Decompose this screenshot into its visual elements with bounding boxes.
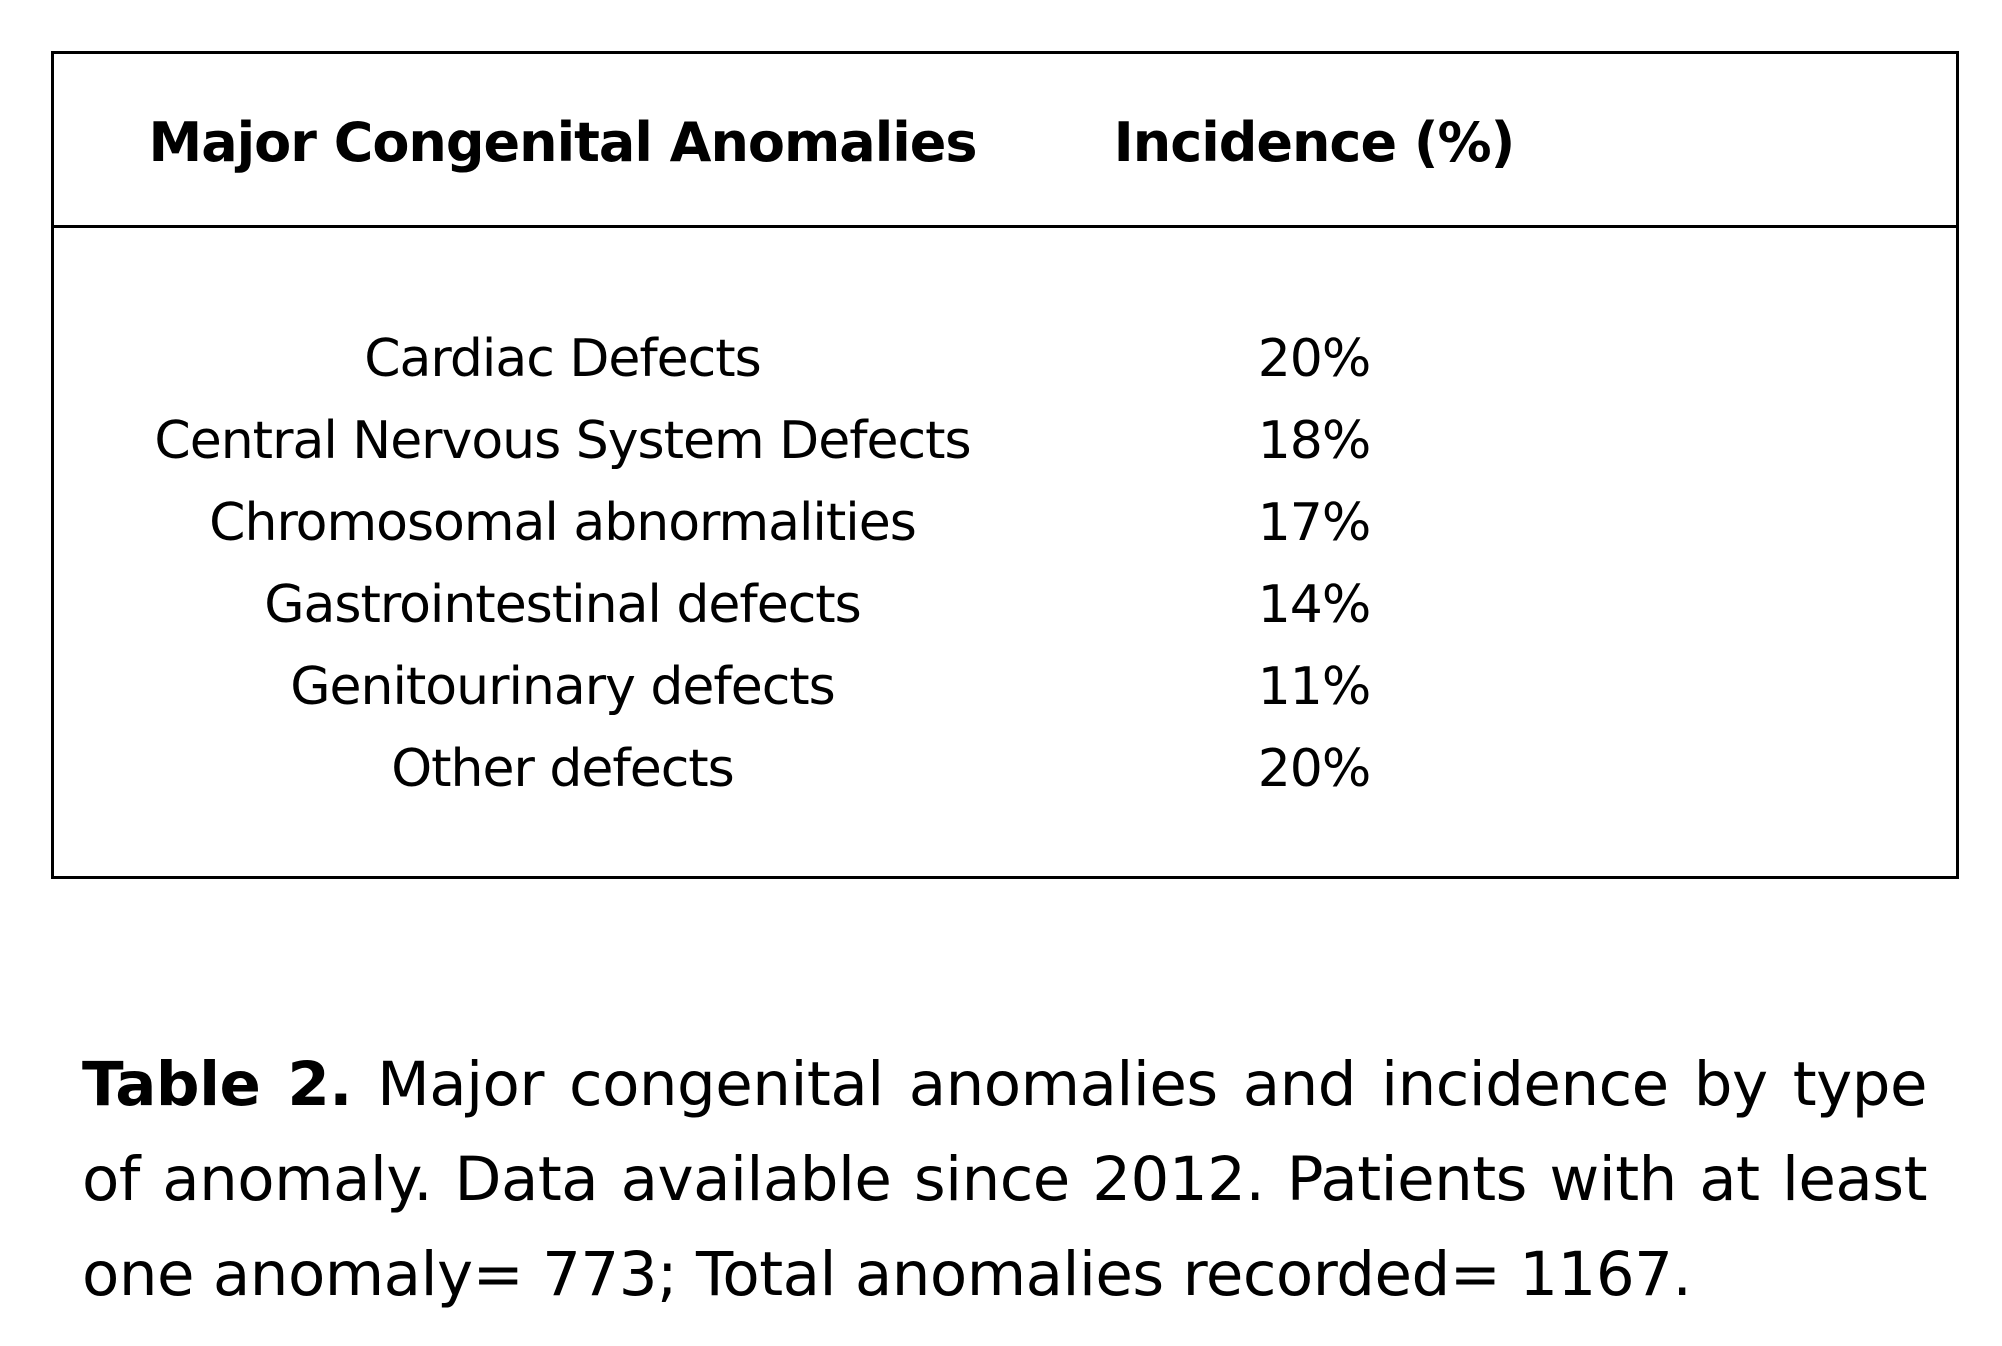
header-incidence: Incidence (%) [1113,111,1515,174]
anomaly-cell: Central Nervous System Defects [154,411,971,471]
anomaly-cell: Cardiac Defects [364,329,761,389]
incidence-cell: 14% [1257,575,1371,635]
table-row [54,400,1956,482]
table-row [54,318,1956,400]
anomaly-cell: Gastrointestinal defects [264,575,861,635]
anomaly-cell: Chromosomal abnormalities [209,493,916,553]
table-row [54,646,1956,728]
table-caption [82,1037,1927,1322]
data-table [51,51,1959,879]
incidence-cell: 17% [1257,493,1371,553]
table-row [54,728,1956,810]
anomaly-cell: Genitourinary defects [290,657,835,717]
table-header-row [54,54,1956,228]
incidence-cell: 11% [1257,657,1371,717]
caption-text: Major congenital anomalies and incidence by type of anomaly. Data available since 2012. Patients with at least one anomaly= 773; Total anomalies recorded= 1167. [82,1049,1928,1310]
table-row [54,564,1956,646]
incidence-cell: 20% [1257,329,1371,389]
header-anomaly: Major Congenital Anomalies [148,111,977,174]
table-row [54,482,1956,564]
caption-label: Table 2. [82,1049,352,1120]
incidence-cell: 20% [1257,739,1371,799]
table-body [54,318,1956,810]
anomaly-cell: Other defects [391,739,734,799]
incidence-cell: 18% [1257,411,1371,471]
